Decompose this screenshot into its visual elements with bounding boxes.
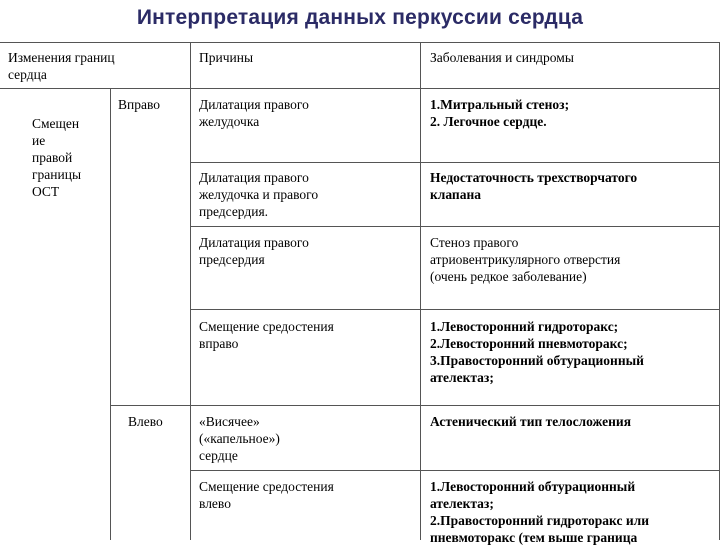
header-boundary-changes: Изменения границ сердца [8, 50, 115, 82]
row-divider [190, 162, 720, 163]
cause-cell: Дилатация правого желудочка и правого предсердия. [199, 170, 319, 219]
disease-cell: 1.Левосторонний гидроторакс; 2.Левосторонний пневмоторакс; 3.Правосторонний обтурационный ателектаз; [430, 319, 644, 385]
cause-cell: «Висячее» («капельное») сердце [199, 414, 280, 463]
column-divider [420, 42, 421, 540]
header-causes: Причины [199, 50, 254, 65]
disease-cell: 1.Митральный стеноз; 2. Легочное сердце. [430, 97, 570, 129]
row-divider [110, 405, 720, 406]
column-divider [190, 42, 191, 540]
disease-cell: 1.Левосторонний обтурационный ателектаз; 2.Правосторонний гидроторакс или пневмоторакс (тем выше граница [430, 479, 649, 545]
disease-cell: Астенический тип телосложения [430, 414, 632, 429]
cause-cell: Смещение средостения вправо [199, 319, 334, 351]
direction-right-label: Вправо [118, 97, 161, 112]
column-divider [110, 88, 111, 540]
right-border-shift-label: Смещен ие правой границы ОСТ [32, 116, 82, 199]
header-diseases: Заболевания и синдромы [430, 50, 574, 65]
disease-cell: Стеноз правого атриовентрикулярного отверстия (очень редкое заболевание) [430, 235, 621, 284]
row-divider [190, 226, 720, 227]
header-bottom-border [0, 88, 720, 89]
page-title: Интерпретация данных перкуссии сердца [136, 6, 584, 29]
direction-left-label: Влево [128, 414, 163, 429]
row-divider [190, 470, 720, 471]
row-divider [190, 309, 720, 310]
table-top-border [0, 42, 720, 43]
cause-cell: Смещение средостения влево [199, 479, 334, 511]
disease-cell: Недостаточность трехстворчатого клапана [430, 170, 638, 202]
cause-cell: Дилатация правого предсердия [199, 235, 309, 267]
cause-cell: Дилатация правого желудочка [199, 97, 309, 129]
